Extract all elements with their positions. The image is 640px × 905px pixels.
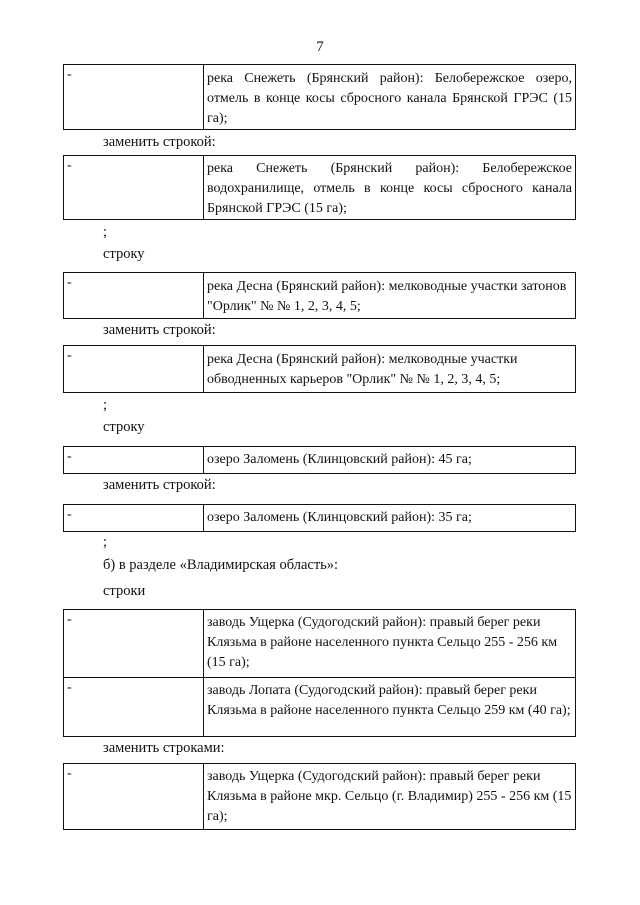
dash-cell: - (64, 273, 204, 318)
page-number: 7 (316, 39, 324, 55)
dash-cell: - (64, 447, 204, 473)
instruction-text: заменить строкой: (103, 322, 216, 338)
table-cell-text: река Десна (Брянский район): мелководные участки затонов "Орлик" № № 1, 2, 3, 4, 5; (207, 279, 567, 314)
semicolon: ; (103, 534, 108, 550)
table-cell-text: озеро Заломень (Клинцовский район): 45 га; (207, 452, 472, 467)
table-cell-text: заводь Ущерка (Судогодский район): правый берег реки Клязьма в районе населенного пункта Сельцо 255 - 256 км (15 га); (207, 615, 558, 670)
table-row (63, 64, 576, 130)
table-row (64, 677, 575, 736)
instruction-text: строку (103, 246, 145, 262)
table-row (63, 345, 576, 393)
table-row (63, 504, 576, 532)
table-cell-text: заводь Ущерка (Судогодский район): правый берег реки Клязьма в районе мкр. Сельцо (г. Владимир) 255 - 256 км (15 га); (207, 769, 572, 824)
table-row (64, 610, 575, 677)
table-cell-text: озеро Заломень (Клинцовский район): 35 га; (207, 510, 472, 525)
section-heading: б) в разделе «Владимирская область»: (103, 557, 339, 573)
table-row (63, 763, 576, 830)
dash-cell: - (64, 346, 204, 392)
table-cell-text: река Снежеть (Брянский район): Белобережское озеро, отмель в конце косы сбросного канала Брянской ГРЭС (15 га); (207, 71, 572, 126)
table-cell-text: река Десна (Брянский район): мелководные участки обводненных карьеров "Орлик" № № 1, 2, 3, 4, 5; (207, 352, 518, 387)
instruction-text: строки (103, 583, 146, 599)
table-row (63, 446, 576, 474)
dash-cell: - (64, 505, 204, 531)
instruction-text: заменить строками: (103, 740, 225, 756)
semicolon: ; (103, 397, 108, 413)
dash-cell: - (64, 156, 204, 219)
dash-cell: - (64, 764, 204, 829)
table-two-rows (63, 609, 576, 737)
instruction-text: строку (103, 419, 145, 435)
table-row (63, 155, 576, 220)
table-row (63, 272, 576, 319)
instruction-text: заменить строкой: (103, 134, 216, 150)
dash-cell: - (64, 610, 204, 677)
semicolon: ; (103, 224, 108, 240)
dash-cell: - (64, 65, 204, 129)
instruction-text: заменить строкой: (103, 477, 216, 493)
table-cell-text: заводь Лопата (Судогодский район): правый берег реки Клязьма в районе населенного пункта Сельцо 259 км (40 га); (207, 683, 571, 718)
dash-cell: - (64, 678, 204, 736)
table-cell-text: река Снежеть (Брянский район): Белобережское водохранилище, отмель в конце косы сбросного канала Брянской ГРЭС (15 га); (207, 161, 572, 216)
